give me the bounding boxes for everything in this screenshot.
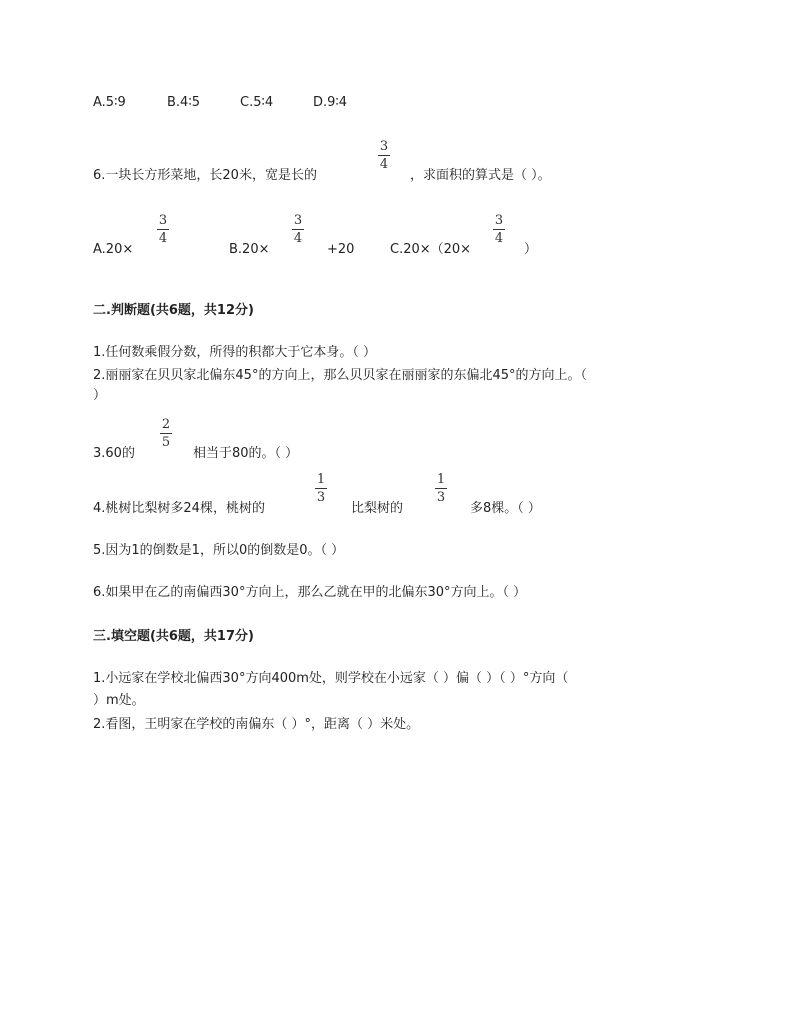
- q6-option-b: B.20×: [229, 242, 270, 257]
- section2-q3-start: 3.60的: [93, 446, 135, 461]
- q6-option-c: C.20×（20×: [390, 242, 472, 257]
- section2-q4-fraction-1: 1 3: [316, 472, 326, 505]
- section2-q1: 1.任何数乘假分数，所得的积都大于它本身。（ ）: [93, 345, 377, 360]
- q5-option-a: A.5∶9: [93, 95, 126, 110]
- section2-q3-fraction: 2 5: [161, 417, 171, 450]
- section3-heading: 三.填空题(共6题，共17分): [93, 629, 254, 644]
- section2-q3-end: 相当于80的。（ ）: [193, 446, 299, 461]
- q6-stem-end: ，求面积的算式是（ ）。: [410, 168, 551, 183]
- q6-option-c-tail: ）: [524, 242, 538, 257]
- section2-q4-end: 多8棵。（ ）: [470, 501, 541, 516]
- q6-option-b-tail: +20: [327, 242, 355, 257]
- q6-option-b-fraction: 3 4: [293, 213, 303, 246]
- section3-q1-line2: ）m处。: [93, 693, 145, 708]
- q6-stem-start: 6.一块长方形菜地，长20米，宽是长的: [93, 168, 317, 183]
- section2-heading: 二.判断题(共6题，共12分): [93, 303, 254, 318]
- q6-option-a-fraction: 3 4: [158, 213, 168, 246]
- q5-option-b: B.4∶5: [167, 95, 200, 110]
- section3-q1-line1: 1.小远家在学校北偏西30°方向400m处，则学校在小远家（ ）偏（ ）（ ）°方向（: [93, 671, 569, 686]
- section2-q4-start: 4.桃树比梨树多24棵，桃树的: [93, 501, 265, 516]
- section2-q4-fraction-2: 1 3: [436, 472, 446, 505]
- q5-option-c: C.5∶4: [240, 95, 274, 110]
- section2-q2-line2: ）: [93, 388, 107, 403]
- q6-fraction: 3 4: [379, 139, 389, 172]
- q6-option-a: A.20×: [93, 242, 134, 257]
- section2-q4-middle: 比梨树的: [351, 501, 404, 516]
- q6-option-c-fraction: 3 4: [494, 213, 504, 246]
- section3-q2: 2.看图，王明家在学校的南偏东（ ）°，距离（ ）米处。: [93, 717, 420, 732]
- section2-q2-line1: 2.丽丽家在贝贝家北偏东45°的方向上，那么贝贝家在丽丽家的东偏北45°的方向上。（: [93, 368, 587, 383]
- section2-q6: 6.如果甲在乙的南偏西30°方向上，那么乙就在甲的北偏东30°方向上。（ ）: [93, 585, 527, 600]
- section2-q5: 5.因为1的倒数是1，所以0的倒数是0。（ ）: [93, 543, 345, 558]
- q5-option-d: D.9∶4: [313, 95, 348, 110]
